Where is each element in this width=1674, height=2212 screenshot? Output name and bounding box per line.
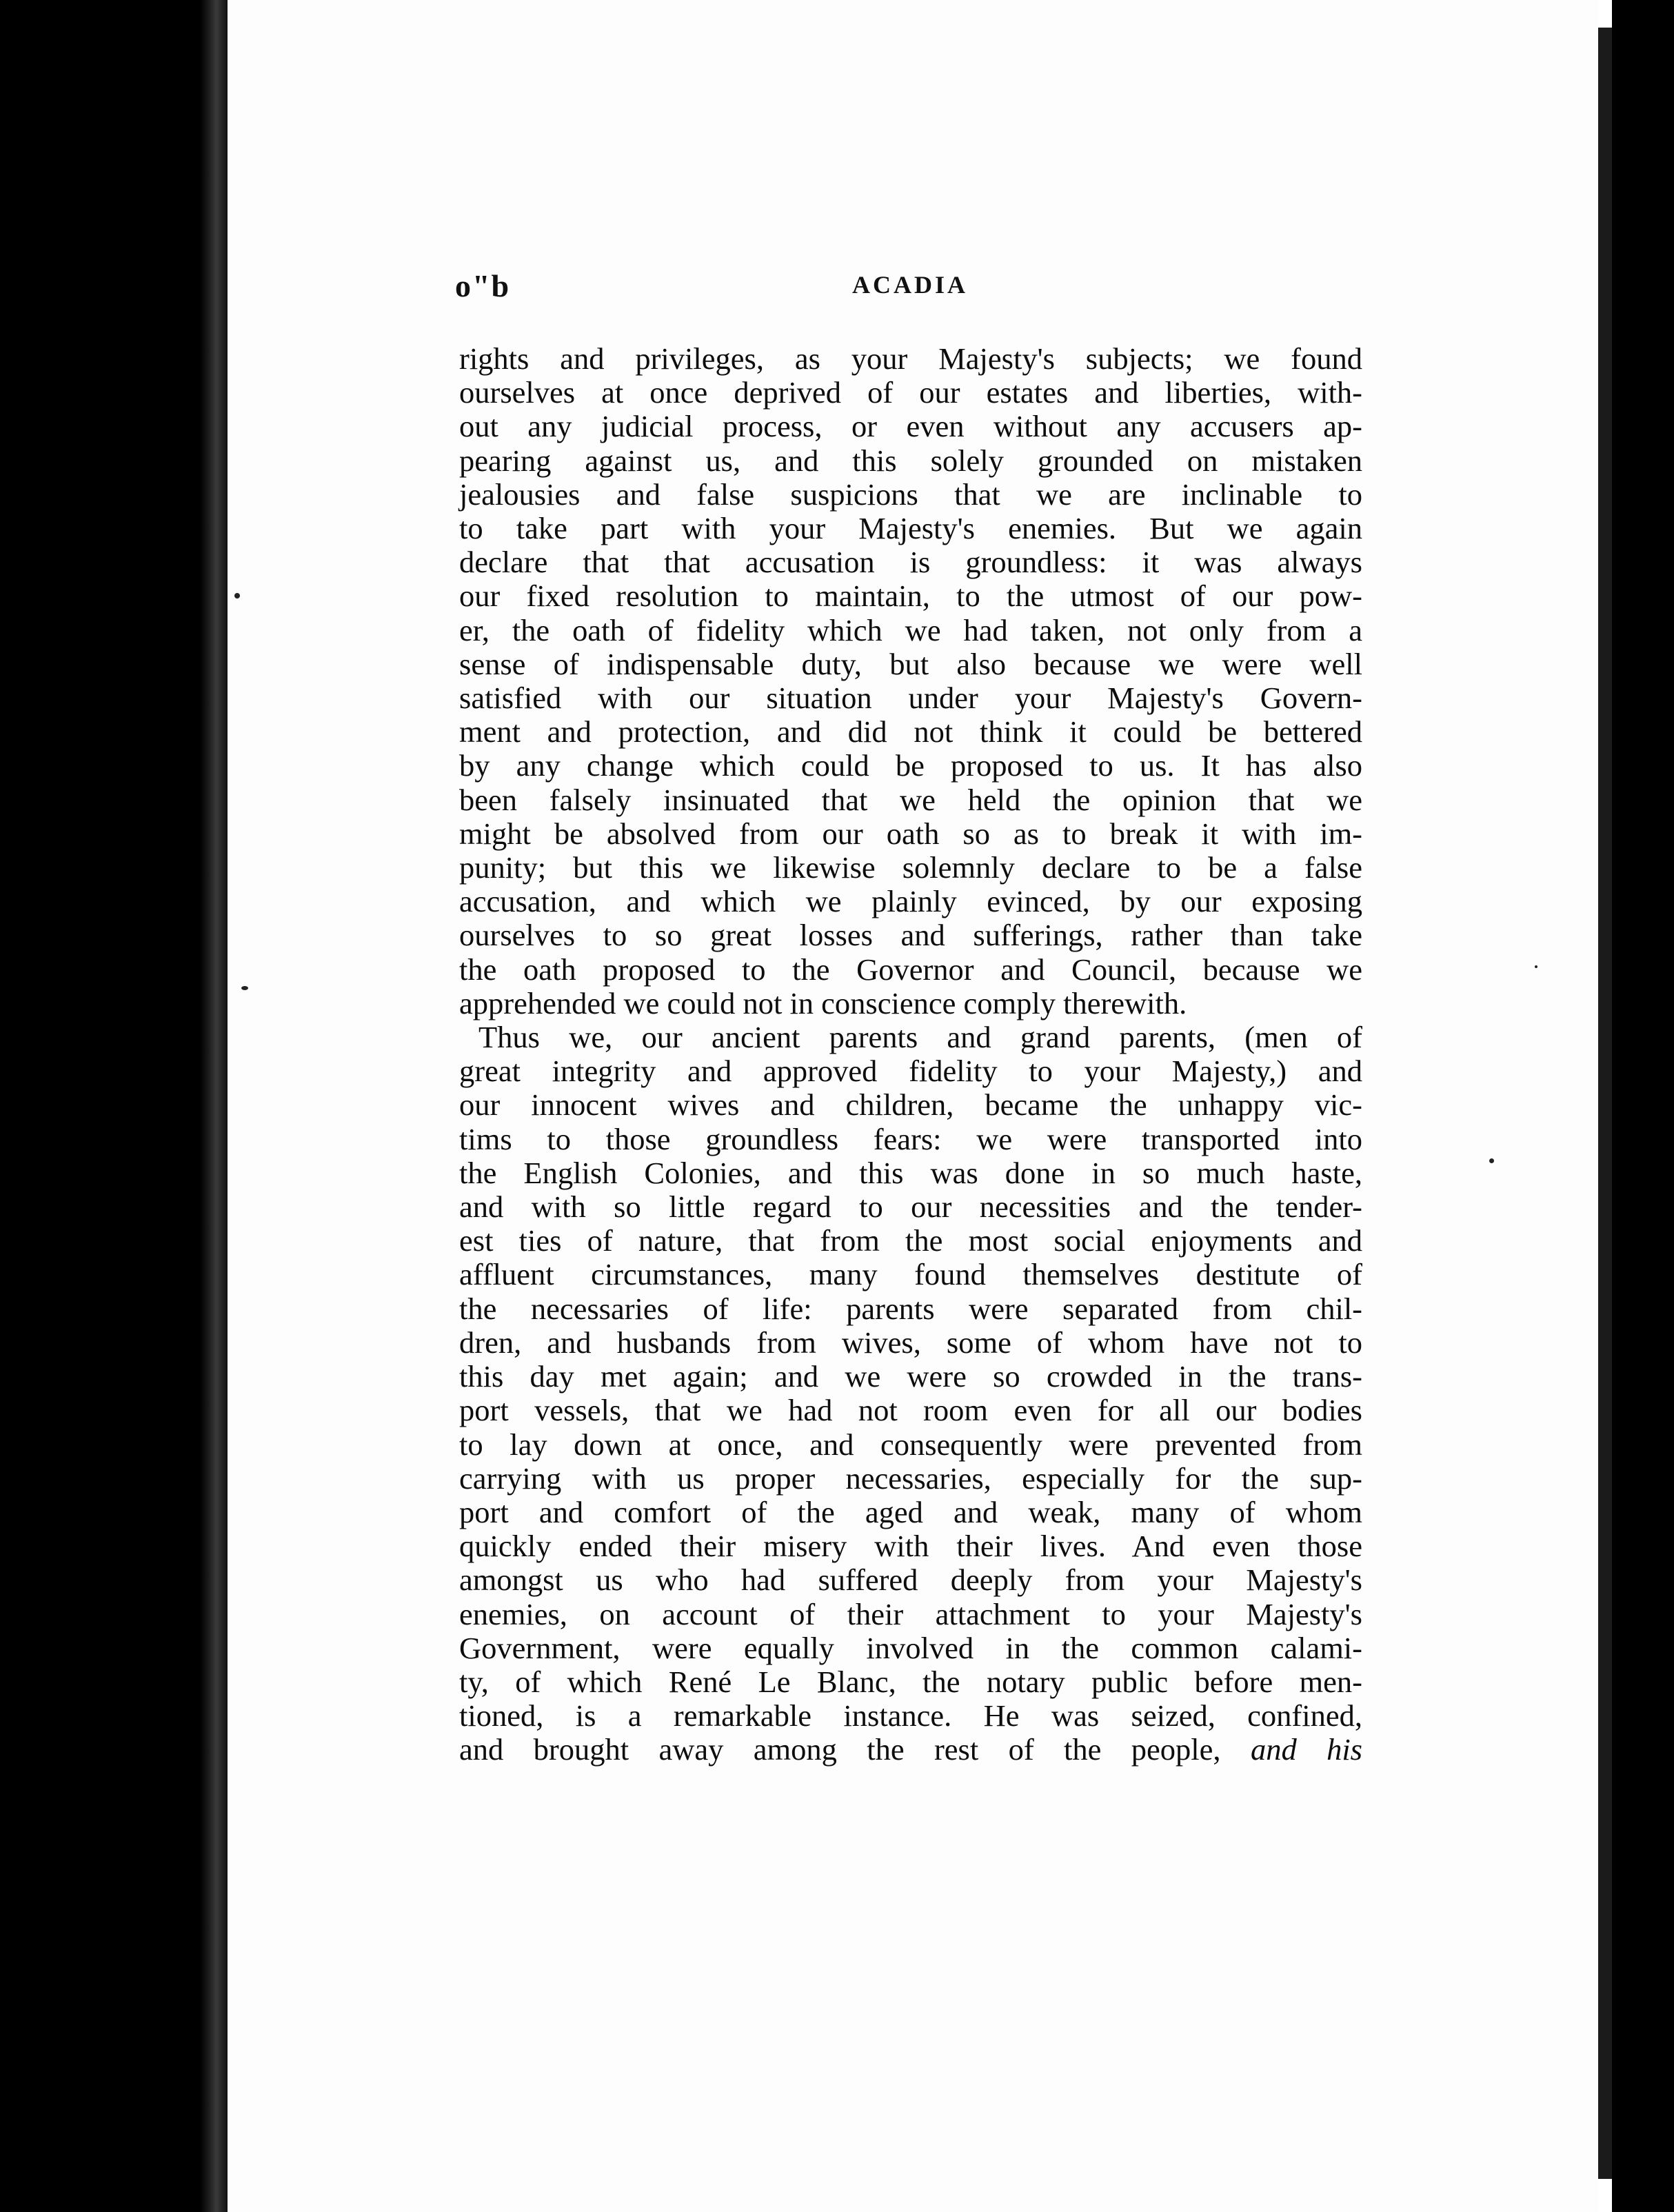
text-line: ourselves to so great losses and sufferings, rather than take: [459, 918, 1362, 953]
text-line: jealousies and false suspicions that we are inclinable to: [459, 476, 1362, 512]
text-line: been falsely insinuated that we held the opinion that we: [459, 782, 1362, 817]
body-text: [459, 342, 1362, 1767]
text-line: rights and privileges, as your Majesty's subjects; we found: [459, 341, 1362, 376]
page-number: o"b: [455, 268, 511, 303]
text-line: and with so little regard to our necessities and the tender-: [459, 1189, 1362, 1225]
text-line: the oath proposed to the Governor and Council, because we: [459, 952, 1362, 987]
text-line: by any change which could be proposed to us. It has also: [459, 748, 1362, 783]
text-line: our fixed resolution to maintain, to the utmost of our pow-: [459, 579, 1362, 614]
paragraph-last-line: apprehended we could not in conscience comply therewith.: [459, 985, 1187, 1020]
text-line: port vessels, that we had not room even for all our bodies: [459, 1393, 1362, 1428]
text-line: to take part with your Majesty's enemies. But we again: [459, 511, 1362, 546]
text-line: punity; but this we likewise solemnly declare to be a false: [459, 850, 1362, 885]
text-line: declare that that accusation is groundless: it was always: [459, 545, 1362, 580]
final-line-italic: and his: [1250, 1732, 1363, 1767]
text-line: dren, and husbands from wives, some of whom have not to: [459, 1325, 1362, 1360]
final-line-roman: and brought away among the rest of the people,: [459, 1732, 1221, 1767]
text-line: er, the oath of fidelity which we had taken, not only from a: [459, 612, 1362, 647]
text-line: out any judicial process, or even without any accusers ap-: [459, 409, 1362, 444]
text-line: enemies, on account of their attachment to your Majesty's: [459, 1596, 1362, 1631]
text-line: quickly ended their misery with their lives. And even those: [459, 1529, 1362, 1564]
text-line: satisfied with our situation under your Majesty's Govern-: [459, 681, 1362, 716]
text-line: affluent circumstances, many found themselves destitute of: [459, 1257, 1362, 1292]
text-line: ourselves at once deprived of our estates and liberties, with-: [459, 375, 1362, 410]
text-line: port and comfort of the aged and weak, many of whom: [459, 1494, 1362, 1529]
text-line: tioned, is a remarkable instance. He was seized, confined,: [459, 1698, 1362, 1733]
text-line: this day met again; and we were so crowded in the trans-: [459, 1359, 1362, 1394]
running-head: [455, 268, 1365, 316]
text-line: great integrity and approved fidelity to your Majesty,) and: [459, 1054, 1362, 1089]
paragraph-first-line: Thus we, our ancient parents and grand parents, (men of: [478, 1020, 1362, 1055]
text-line: carrying with us proper necessaries, especially for the sup-: [459, 1460, 1362, 1496]
text-line: accusation, and which we plainly evinced, by our exposing: [459, 884, 1362, 919]
text-line: est ties of nature, that from the most social enjoyments and: [459, 1223, 1362, 1258]
text-line: to lay down at once, and consequently were prevented from: [459, 1427, 1362, 1462]
text-line: ment and protection, and did not think it could be bettered: [459, 714, 1362, 750]
final-text-line: [459, 1733, 1362, 1767]
text-line: the English Colonies, and this was done in so much haste,: [459, 1155, 1362, 1190]
right-binding-shadow: [1612, 0, 1674, 2212]
text-line: sense of indispensable duty, but also because we were well: [459, 646, 1362, 681]
text-line: our innocent wives and children, became the unhappy vic-: [459, 1087, 1362, 1123]
left-page-edge: [200, 0, 228, 2212]
text-line: tims to those groundless fears: we were transported into: [459, 1121, 1362, 1156]
text-line: the necessaries of life: parents were separated from chil-: [459, 1291, 1362, 1326]
text-line: pearing against us, and this solely grounded on mistaken: [459, 443, 1362, 478]
text-line: ty, of which René Le Blanc, the notary public before men-: [459, 1664, 1362, 1699]
left-binding-shadow: [0, 0, 221, 2212]
text-line: might be absolved from our oath so as to break it with im-: [459, 816, 1362, 851]
running-head-title: ACADIA: [852, 271, 968, 299]
text-line: Government, were equally involved in the common calami-: [459, 1630, 1362, 1665]
text-line: amongst us who had suffered deeply from your Majesty's: [459, 1562, 1362, 1598]
